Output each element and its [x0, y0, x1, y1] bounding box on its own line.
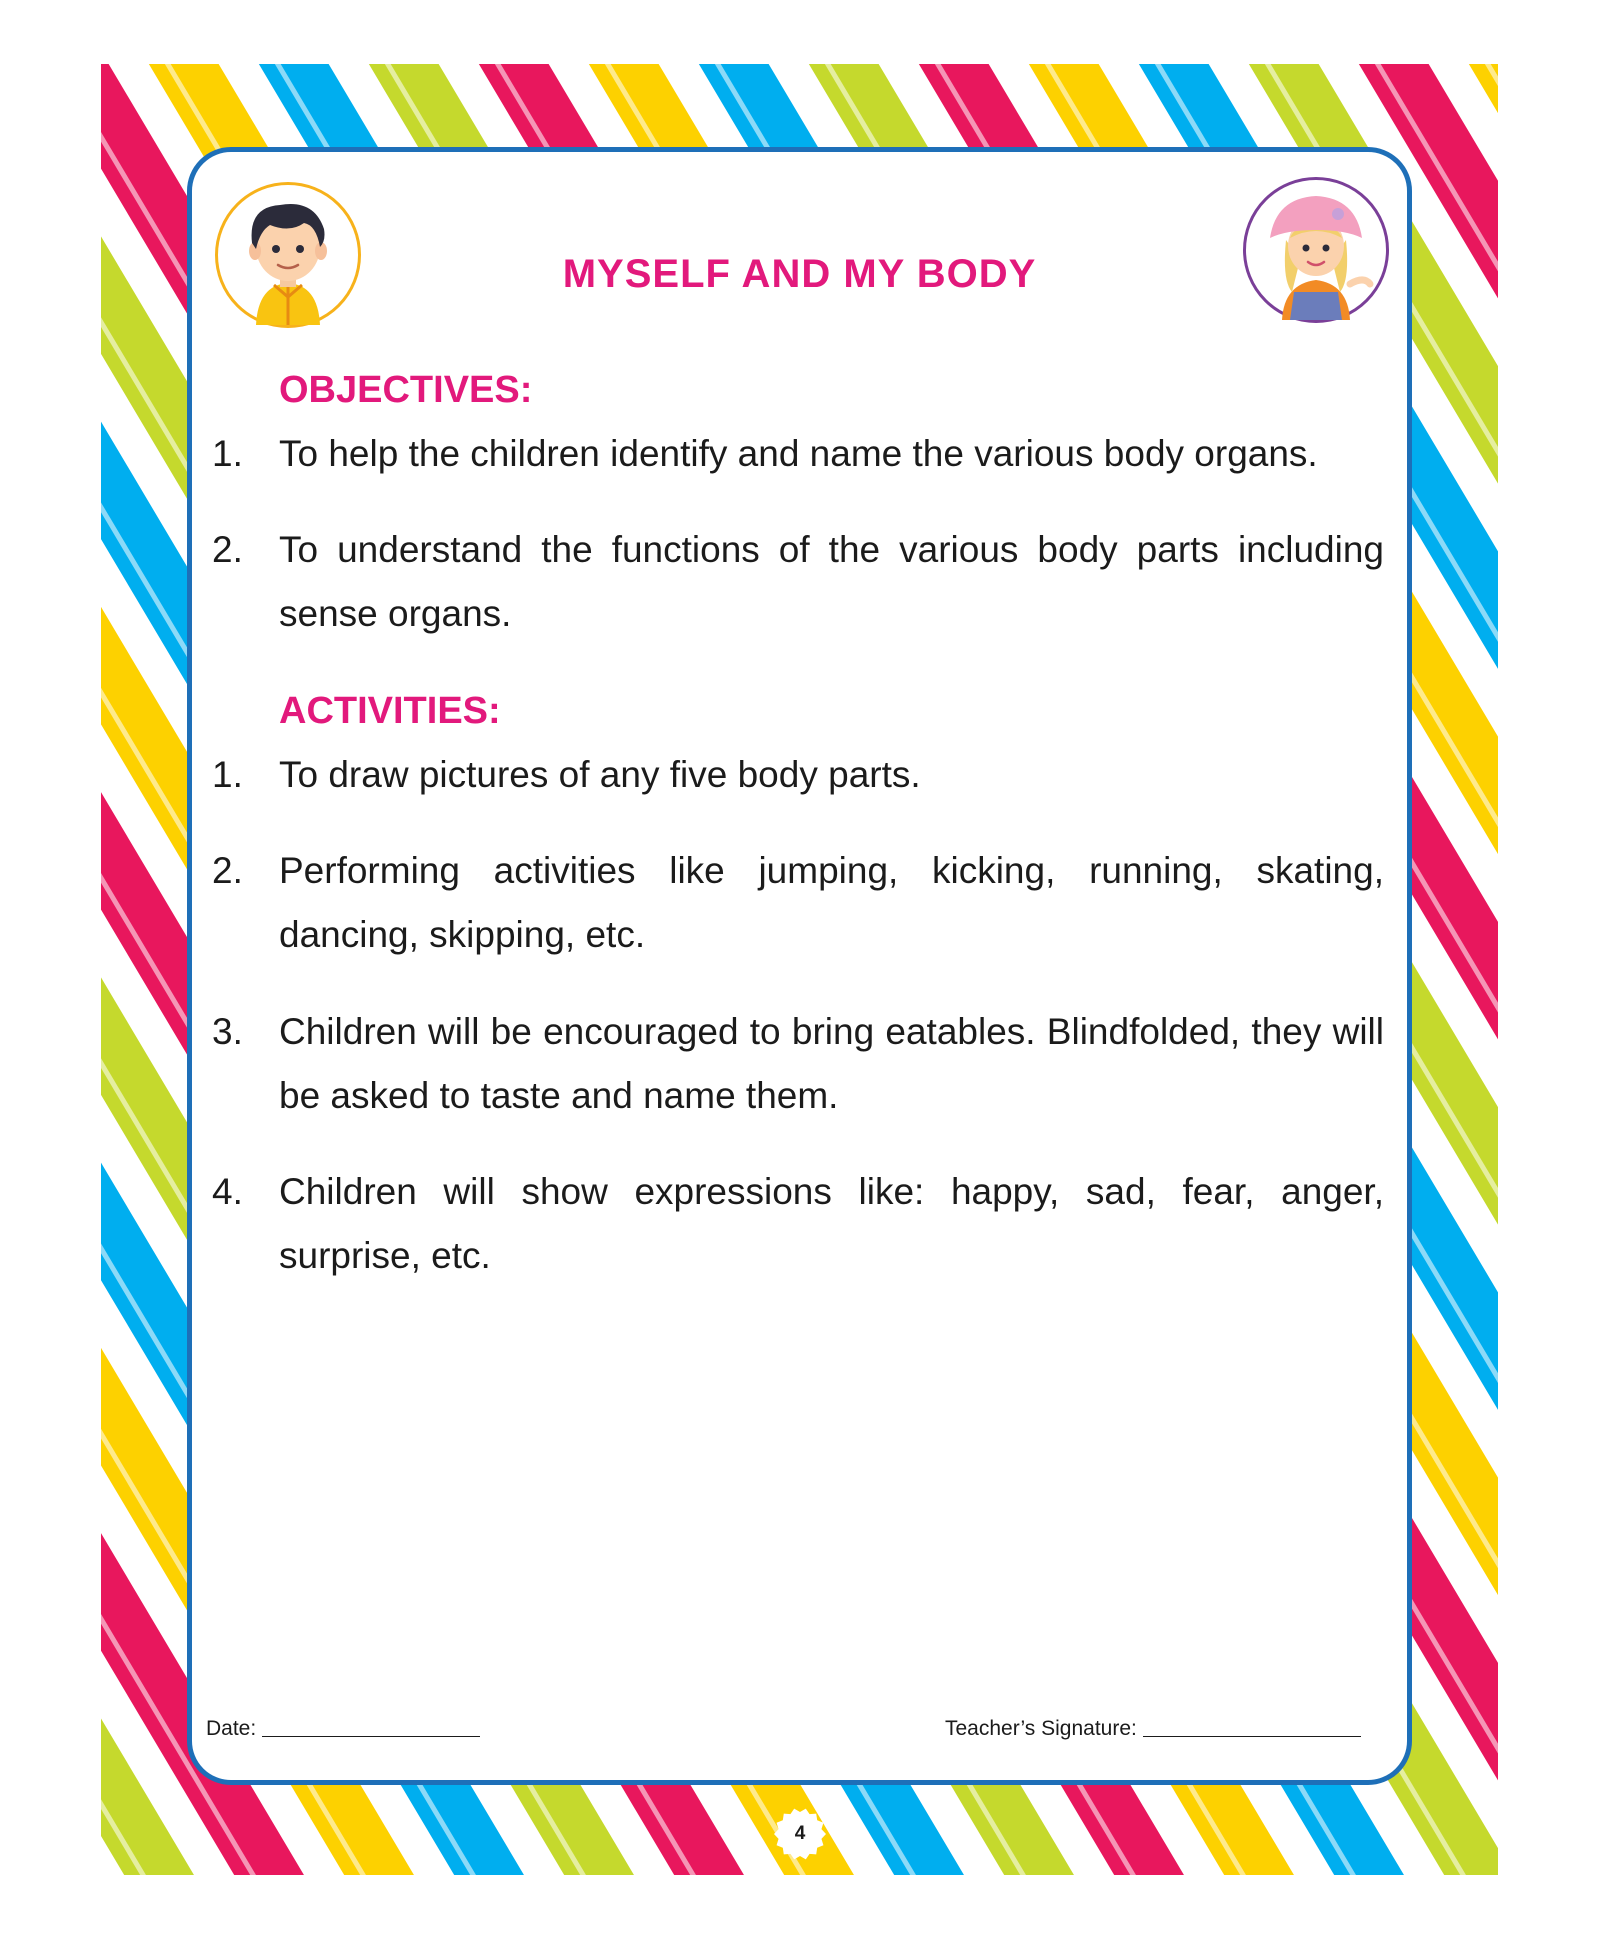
objective-item-1 — [212, 422, 1384, 486]
item-number: 2. — [212, 529, 243, 570]
activity-item-2 — [212, 839, 1384, 967]
girl-icon — [1246, 180, 1386, 320]
date-line — [262, 1718, 480, 1737]
activity-item-1 — [212, 743, 1384, 807]
activity-item-3 — [212, 1000, 1384, 1128]
item-text: To draw pictures of any five body parts. — [279, 754, 921, 795]
item-number: 4. — [212, 1171, 243, 1212]
signature-line — [1143, 1718, 1361, 1737]
signature-field — [945, 1717, 1361, 1741]
content-card — [187, 147, 1412, 1785]
activity-item-4 — [212, 1160, 1384, 1288]
page-title: MYSELF AND MY BODY — [562, 252, 1037, 296]
date-label: Date: — [206, 1717, 257, 1740]
date-field — [206, 1717, 480, 1741]
girl-avatar — [1243, 177, 1389, 323]
item-text: To help the children identify and name the various body organs. — [279, 433, 1318, 474]
page-number: 4 — [794, 1823, 806, 1844]
item-text: Performing activities like jumping, kicking, running, skating, dancing, skipping, etc. — [279, 850, 1384, 955]
item-text: Children will be encouraged to bring eatables. Blindfolded, they will be asked to taste and name them. — [279, 1011, 1384, 1116]
page-frame — [101, 64, 1498, 1875]
objectives-heading: OBJECTIVES: — [279, 369, 533, 411]
objective-item-2 — [212, 518, 1384, 646]
item-number: 3. — [212, 1011, 243, 1052]
item-number: 1. — [212, 754, 243, 795]
item-number: 2. — [212, 850, 243, 891]
activities-heading: ACTIVITIES: — [279, 690, 501, 732]
item-number: 1. — [212, 433, 243, 474]
page-number-badge — [773, 1807, 827, 1861]
signature-label: Teacher’s Signature: — [945, 1717, 1137, 1740]
item-text: Children will show expressions like: happy, sad, fear, anger, surprise, etc. — [279, 1171, 1384, 1276]
item-text: To understand the functions of the various body parts including sense organs. — [279, 529, 1384, 634]
